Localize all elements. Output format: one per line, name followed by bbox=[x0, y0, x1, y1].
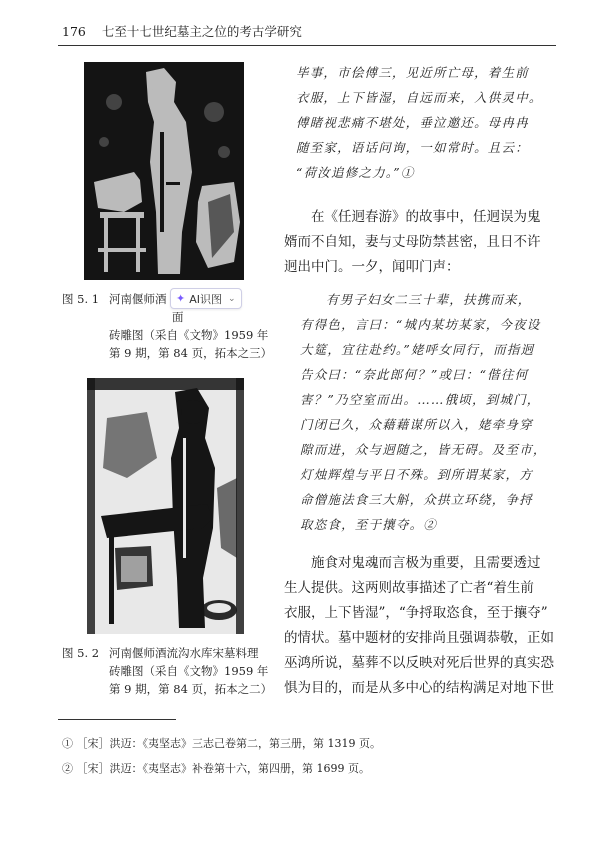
caption-line: 砖雕图（采自《文物》1959 年 bbox=[109, 328, 269, 342]
chevron-down-icon: ⌄ bbox=[228, 293, 236, 304]
quote-line: 有男子妇女二三十辈，扶携而来， bbox=[326, 292, 532, 307]
figure-5-2-image bbox=[87, 378, 244, 634]
paragraph-line: 惧为目的，而是从多中心的结构满足对地下世 bbox=[284, 680, 554, 696]
quote-line: 取恣食，至于攘夺。② bbox=[300, 517, 438, 532]
ai-badge-label: AI识图 bbox=[189, 292, 222, 306]
header-rule bbox=[58, 45, 556, 46]
quote-line: 命僧施法食三大斛，众拱立环绕，争捋 bbox=[300, 492, 533, 507]
quote-line: “荷汝追修之力。”① bbox=[296, 165, 415, 180]
footnote-2: ② ［宋］洪迈：《夷坚志》补卷第十六，第四册，第 1699 页。 bbox=[62, 762, 370, 775]
paragraph-line: 巫鸿所说，墓葬不以反映对死后世界的真实恐 bbox=[284, 655, 554, 671]
paragraph-line: 施食对鬼魂而言极为重要，且需要透过 bbox=[311, 555, 541, 571]
quote-line: 傅睹视悲痛不堪处，垂泣邀还。母冉冉 bbox=[296, 115, 529, 130]
caption-line: 第 9 期，第 84 页，拓本之二） bbox=[109, 682, 273, 696]
caption-line-tail: 面 bbox=[172, 310, 184, 324]
caption-line: 第 9 期，第 84 页，拓本之三） bbox=[109, 346, 273, 360]
running-title: 七至十七世纪墓主之位的考古学研究 bbox=[101, 24, 302, 39]
quote-line: 衣服，上下皆湿，自远而来，入供灵中。 bbox=[296, 90, 543, 105]
block-quote-2 bbox=[300, 287, 558, 537]
footnote-rule bbox=[58, 719, 176, 720]
quote-line: 随至家，语话问询，一如常时。且云： bbox=[296, 140, 529, 155]
paragraph-line: 迥出中门。一夕，闻叩门声： bbox=[284, 259, 460, 275]
paragraph-1 bbox=[284, 205, 556, 280]
caption-line: 河南偃师酒 bbox=[109, 292, 167, 306]
figure-5-1-image bbox=[84, 62, 244, 280]
figure-label: 图 5. 1 bbox=[62, 292, 100, 306]
block-quote-1 bbox=[296, 60, 558, 185]
paragraph-line: 生人提供。这两则故事描述了亡者“着生前 bbox=[284, 580, 534, 596]
paragraph-line: 的情状。墓中题材的安排尚且强调恭敬，正如 bbox=[284, 630, 554, 646]
quote-line: 门闭已久，众藉藉谋所以入，姥牵身穿 bbox=[300, 417, 533, 432]
figure-5-2-caption bbox=[62, 644, 272, 698]
caption-line: 砖雕图（采自《文物》1959 年 bbox=[109, 664, 269, 678]
ai-image-recognition-button[interactable] bbox=[170, 288, 242, 309]
quote-line: 隙而进，众与迥随之，皆无碍。及至市， bbox=[300, 442, 547, 457]
running-header bbox=[62, 22, 302, 40]
quote-line: 告众曰：“奈此郎何？”或曰：“偕往何 bbox=[300, 367, 529, 382]
quote-line: 害？”乃空室而出。……俄顷，到城门， bbox=[300, 392, 541, 407]
quote-line: 灯烛辉煌与平日不殊。到所谓某家，方 bbox=[300, 467, 533, 482]
quote-line: 大筵，宜往赴约。”姥呼女同行，而指迥 bbox=[300, 342, 535, 357]
figure-label: 图 5. 2 bbox=[62, 646, 100, 660]
paragraph-line: 衣服，上下皆湿”，“争捋取恣食，至于攘夺” bbox=[284, 605, 548, 621]
paragraph-line: 在《任迥春游》的故事中，任迥误为鬼 bbox=[311, 209, 541, 225]
quote-line: 有得色，言曰：“城内某坊某家，今夜设 bbox=[300, 317, 541, 332]
paragraph-line: 婿而不自知，妻与丈母防禁甚密，且日不许 bbox=[284, 234, 541, 250]
footnote-1: ① ［宋］洪迈：《夷坚志》三志己卷第二，第三册，第 1319 页。 bbox=[62, 737, 381, 750]
caption-line: 河南偃师酒流沟水库宋墓料理 bbox=[109, 646, 259, 660]
paragraph-2 bbox=[284, 551, 556, 701]
page-number: 176 bbox=[62, 24, 86, 39]
sparkle-icon: ✦ bbox=[176, 292, 186, 305]
quote-line: 毕事，市侩傅三，见近所亡母，着生前 bbox=[296, 65, 529, 80]
